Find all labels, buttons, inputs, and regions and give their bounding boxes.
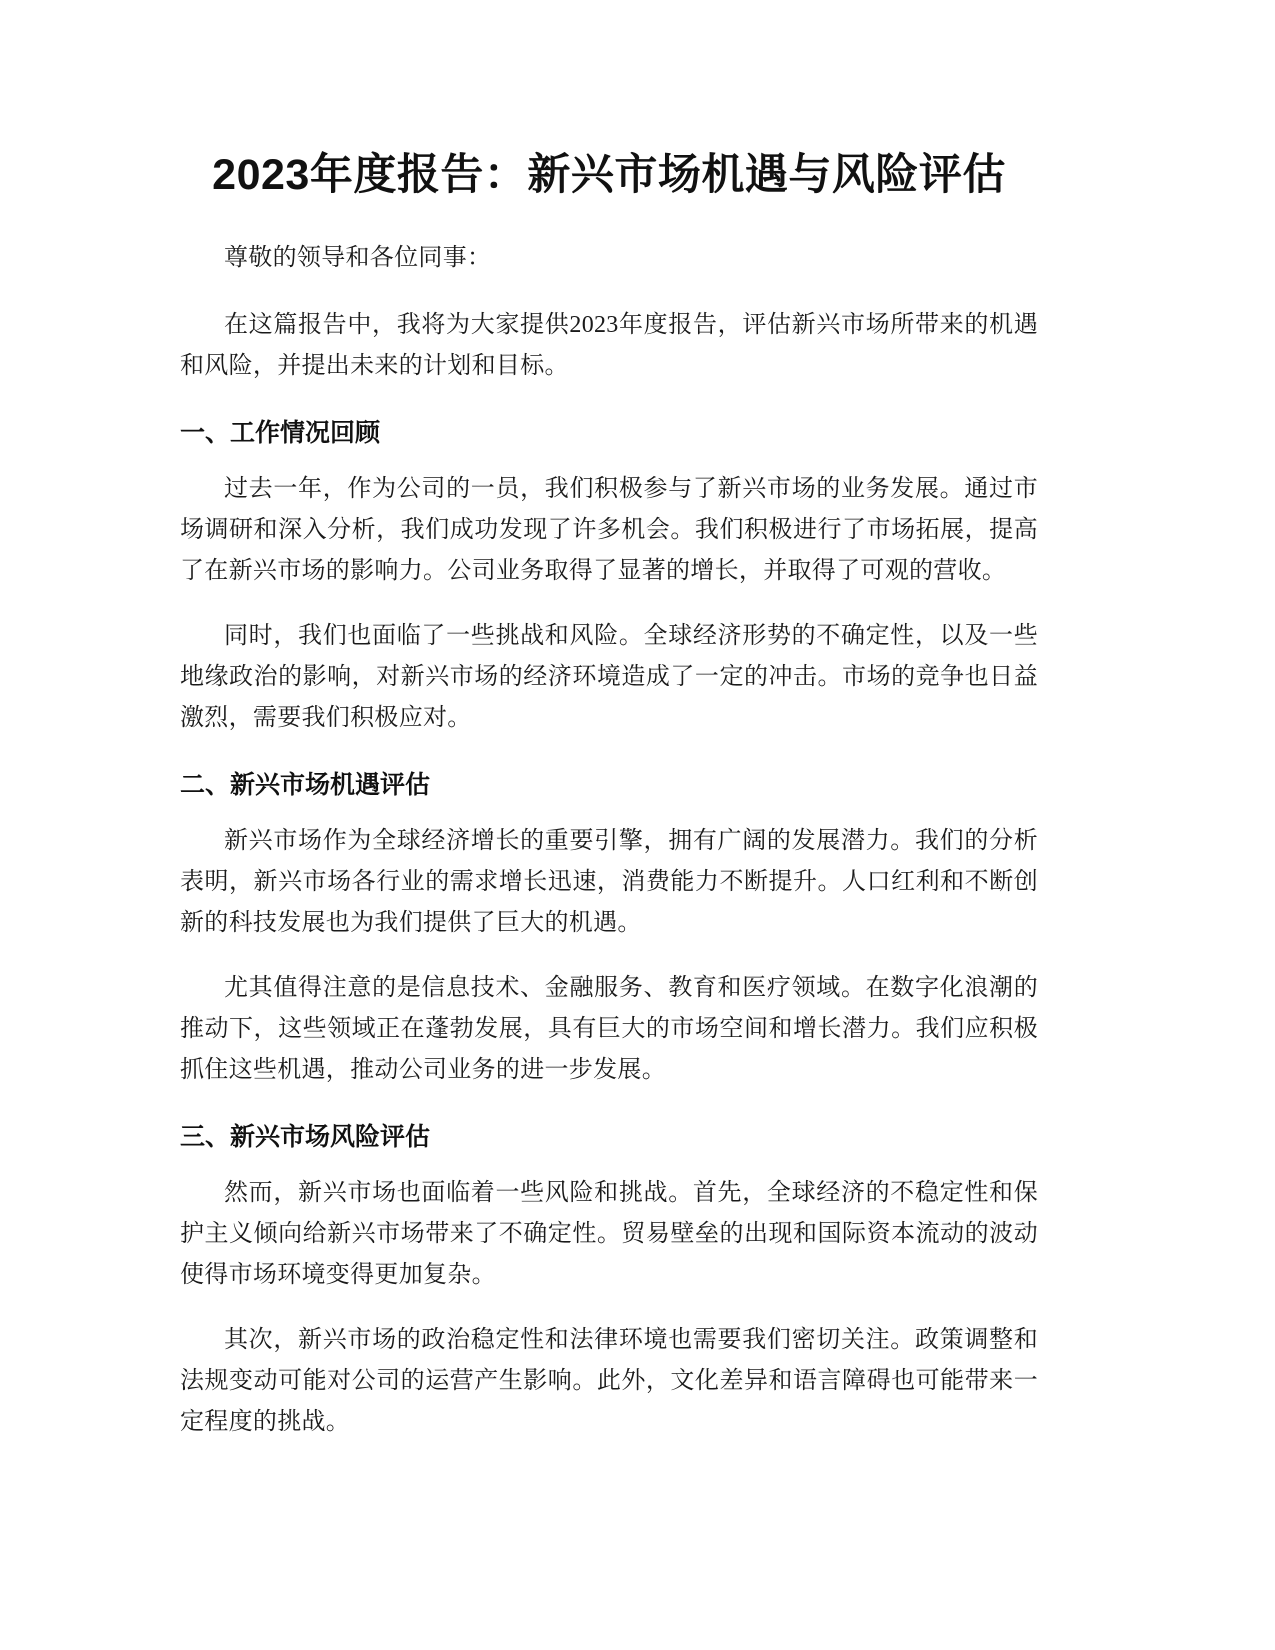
section-opportunity-assessment [180,767,1038,1091]
body-paragraph: 然而，新兴市场也面临着一些风险和挑战。首先，全球经济的不稳定性和保护主义倾向给新兴市场带来了不确定性。贸易壁垒的出现和国际资本流动的波动使得市场环境变得更加复杂。 [180,1180,1038,1288]
intro-paragraph: 在这篇报告中，我将为大家提供2023年度报告，评估新兴市场所带来的机遇和风险，并提出未来的计划和目标。 [180,312,1038,379]
greeting-paragraph: 尊敬的领导和各位同事： [224,245,492,271]
section-heading: 二、新兴市场机遇评估 [180,771,431,799]
body-paragraph: 其次，新兴市场的政治稳定性和法律环境也需要我们密切关注。政策调整和法规变动可能对公司的运营产生影响。此外，文化差异和语言障碍也可能带来一定程度的挑战。 [180,1327,1038,1435]
section-heading: 一、工作情况回顾 [180,419,381,447]
document-title: 2023年度报告：新兴市场机遇与风险评估 [212,151,1006,199]
body-paragraph: 尤其值得注意的是信息技术、金融服务、教育和医疗领域。在数字化浪潮的推动下，这些领域正在蓬勃发展，具有巨大的市场空间和增长潜力。我们应积极抓住这些机遇，推动公司业务的进一步发展。 [180,975,1038,1083]
body-paragraph: 新兴市场作为全球经济增长的重要引擎，拥有广阔的发展潜力。我们的分析表明，新兴市场各行业的需求增长迅速，消费能力不断提升。人口红利和不断创新的科技发展也为我们提供了巨大的机遇。 [180,828,1038,936]
body-paragraph: 过去一年，作为公司的一员，我们积极参与了新兴市场的业务发展。通过市场调研和深入分析，我们成功发现了许多机会。我们积极进行了市场拓展，提高了在新兴市场的影响力。公司业务取得了显著的增长，并取得了可观的营收。 [180,476,1038,584]
section-heading: 三、新兴市场风险评估 [180,1123,431,1151]
section-work-review [180,415,1038,739]
document-body [180,142,1038,1467]
section-risk-assessment [180,1119,1038,1443]
body-paragraph: 同时，我们也面临了一些挑战和风险。全球经济形势的不确定性，以及一些地缘政治的影响，对新兴市场的经济环境造成了一定的冲击。市场的竞争也日益激烈，需要我们积极应对。 [180,623,1038,731]
